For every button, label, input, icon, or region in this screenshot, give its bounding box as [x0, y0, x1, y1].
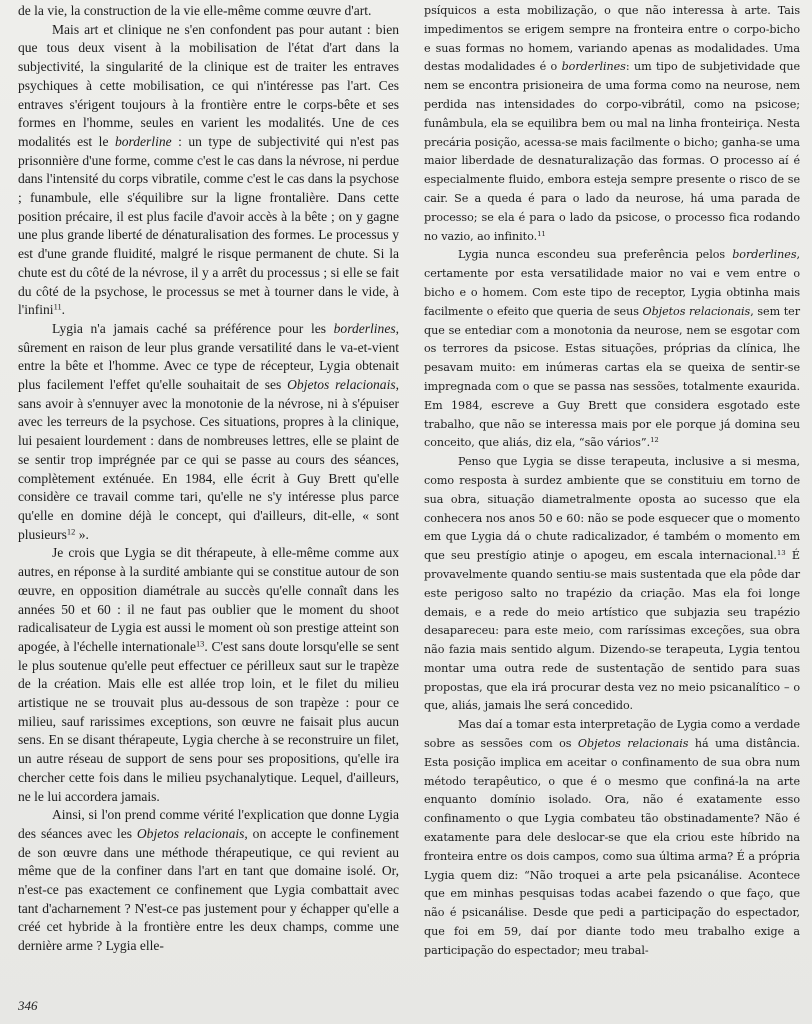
text-run: , on accepte le confinement de son œuvre dans une méthode thérapeutique, ce qui revient au même que de la confiner dans l'art en tant que domaine isolé. Or, n'est-ce pas exactement ce confinement que Lygia combattait avec tant d'acharnement ? N'est-ce pas justement pour y échapper qu'elle a créé cet hybride à la frontière entre les deux champs, comme une dernière arme ? Lygia elle- — [18, 825, 399, 954]
paragraph — [424, 2, 800, 246]
paragraph — [18, 320, 399, 544]
text-run: : um tipo de subjetividade que nem se encontra prisioneira de uma forma como na neurose, nem perdida nas intensidades do corpo-vibrátil, como na psicose; funâmbula, ela se equilibra bem ou mal na linha fronteiriça. Nesta precária posição, acessa-se mais facilmente o bicho; ganha-se uma maior liberdade de desnaturalização das formas. O processo aí é especialmente fluido, embora esteja sempre presente o risco de se cair. Se a queda é para o lado da neurose, há uma parada de processo; se ela é para o lado da psicose, o processo fica rodando no vazio, ao infinito. — [424, 60, 801, 243]
portuguese-text-column — [424, 2, 800, 961]
italic-term: Objetos relacionais — [642, 304, 751, 318]
footnote-reference: 13 — [776, 549, 786, 558]
italic-term: borderline — [114, 133, 172, 149]
footnote-reference: 12 — [650, 436, 659, 445]
italic-term: borderlines — [732, 248, 797, 262]
paragraph — [424, 246, 800, 453]
text-run: Ainsi, si l'on prend comme vérité l'explication que donne Lygia des séances avec les — [18, 807, 399, 841]
text-run: , sûrement en raison de leur plus grande versatilité dans le va-et-vient entre la bête et l'homme. Avec ce type de récepteur, Lygia obtenait plus facilement l'effet qu'elle souhaitait de ses — [18, 320, 399, 393]
italic-term: Objetos relacionais — [577, 737, 689, 751]
page-number: 346 — [18, 998, 38, 1013]
paragraph — [18, 806, 399, 956]
text-run: : un type de subjectivité qui n'est pas prisonnière d'une forme, comme c'est le cas dans la névrose, ni perdue dans l'intensité du corps vibratile, comme c'est le cas dans la psychose ; funambule, elle s'équilibre sur la ligne frontalière. Dans cette position précaire, il est plus facile d'avoir accès à la bête ; on y gagne une plus grande liberté de dénaturalisation des formes. Le processus y est d'une grande fluidité, malgré le risque permanent de chute. Si la chute est du côté de la névrose, il y a arrêt du processus ; si elle se fait du côté de la psychose, le processus se met à tourner dans le vide, à l'infini — [18, 133, 399, 318]
text-run: Mas daí a tomar esta interpretação de Lygia como a verdade sobre as sessões com os — [424, 718, 800, 751]
text-run: , certamente por esta versatilidade maior no vai e vem entre o bicho e o homem. Com este tipo de receptor, Lygia obtinha mais facilmente o efeito que queria de seus — [424, 248, 800, 318]
italic-term: borderlines — [561, 60, 626, 74]
paragraph — [424, 716, 800, 960]
italic-term: Objetos relacionais — [287, 377, 396, 393]
text-run: Lygia nunca escondeu sua preferência pelos — [458, 248, 733, 262]
french-text-column — [18, 2, 399, 956]
footnote-reference: 13 — [195, 639, 205, 649]
paragraph — [18, 21, 399, 320]
italic-term: borderlines — [333, 320, 396, 336]
paragraph — [18, 2, 399, 21]
italic-term: Objetos relacionais — [136, 825, 245, 841]
text-run: Mais art et clinique ne s'en confondent pas pour autant : bien que tous deux visent à la mobilisation de l'état d'art dans la subjectivité, la singularité de la clinique est de traiter les entraves psychiques à cette mobilisation, ce qui n'intéresse pas l'art. Ces entraves s'érigent toujours à la frontière entre le corps-bête et ses formes en l'homme, seules en varient les modalités. Une de ces modalités est le — [18, 21, 399, 149]
text-run: Je crois que Lygia se dit thérapeute, à elle-même comme aux autres, en réponse à la surdité ambiante qui se constitue autour de son œuvre, en opposition diamétrale au succès qu'elle connaît dans les années 50 et 60 : il ne faut pas oublier que le moment du shoot radicalisateur de Lygia est aussi le moment où son prestige atteint son apogée, à l'échelle internationale — [18, 545, 399, 654]
text-run: de la vie, la construction de la vie elle-même comme œuvre d'art. — [18, 3, 372, 18]
footnote-reference: 11 — [537, 229, 546, 238]
text-run: ». — [75, 526, 89, 542]
footnote-reference: 11 — [53, 302, 62, 312]
text-run: psíquicos a esta mobilização, o que não interessa à arte. Tais impedimentos se erigem sempre na fronteira entre o corpo-bicho e suas formas no homem, variando apenas as modalidades. Uma destas modalidades é o — [424, 4, 800, 74]
paragraph — [18, 544, 399, 806]
text-run: Lygia n'a jamais caché sa préférence pour les — [52, 320, 334, 336]
text-run: . — [61, 302, 66, 318]
text-run: Penso que Lygia se disse terapeuta, inclusive a si mesma, como resposta à surdez ambiente que se constituiu em torno de sua obra, situação diametralmente oposta ao sucesso que ela conhecera nos anos 50 e 60: não se pode esquecer que o momento em que Lygia dá o chute radicalizador, é também o momento em que seu prestígio atinje o apogeu, em escala internacional. — [424, 455, 800, 563]
paragraph — [424, 453, 800, 716]
text-run: É provavelmente quando sentiu-se mais sustentada que ela pôde dar este perigoso salto no trapézio da criação. Mas ela foi longe demais, e a rede do meio artístico que subjazia seu trapézio desapareceu: para este meio, com raríssimas exceções, sua obra não fazia mais sentido algum. Dizendo-se terapeuta, Lygia tentou montar uma outra rede de sustentação de sentido para suas propostas, que ela irá procurar desta vez no meio psicanalítico – o que, aliás, jamais lhe será concedido. — [424, 549, 800, 713]
text-run: há uma distância. Esta posição implica em aceitar o confinamento de sua obra num método terapêutico, o que é o mesmo que confiná-la na arte enquanto domínio isolado. Ora, não é exatamente esso confinamento o que Lygia combateu tão obstinadamente? Não é exatamente para dele deslocar-se que ela criou este híbrido na fronteira entre os dois campos, como sua última arma? É a própria Lygia quem diz: “Não troquei a arte pela psicanálise. Acontece que em minhas pesquisas todas acabei fazendo o que faço, que não é psicanálise. Desde que pedi a participação do espectador, que foi em 59, daí por diante todo meu trabalho exige a participação do espectador; meu trabal- — [424, 737, 800, 957]
text-run: , sans avoir à s'ennuyer avec la monotonie de la névrose, ni à s'épuiser avec les terreurs de la psychose. Ces situations, propres à la clinique, lui pesaient lourdement : dans de nombreuses lettres, elle se plaint de se sentir trop imprégnée par ce qui se passe au cours des séances, complètement exténuée. En 1984, elle écrit à Guy Brett qu'elle considère ce travail comme tari, qu'elle ne s'y intéresse plus parce qu'elle en domine déjà le concept, qui d'ailleurs, dit-elle, « sont plusieurs — [18, 377, 399, 542]
text-run: , sem ter que se entediar com a monotonia da neurose, nem se esgotar com os terrores da psicose. Estas situações, próprias da clínica, lhe pesavam muito: em inúmeras cartas ela se queixa de sentir-se impregnada com o que se passa nas sessões, totalmente exaurida. Em 1984, escreve a Guy Brett que considera esgotado este trabalho, que não se interessa mais por ele porque já domina seu conceito, que aliás, diz ela, “são vários”. — [424, 304, 800, 450]
footnote-reference: 12 — [66, 527, 76, 537]
text-run: . C'est sans doute lorsqu'elle se sent le plus soutenue qu'elle peut effectuer ce périlleux saut sur le trapèze de la création. Mais elle est allée trop loin, et le filet du milieu artistique ne se trouvait plus au-dessous de son trapèze : pour ce milieu, sauf rarissimes exceptions, son œuvre ne faisait plus aucun sens. En se disant thérapeute, Lygia cherche à se reconstruire un filet, un autre réseau de support de sens pour ses propositions, qu'elle ira chercher cette fois dans le milieu psychanalytique. Lequel, d'ailleurs, ne le lui accordera jamais. — [18, 638, 399, 804]
